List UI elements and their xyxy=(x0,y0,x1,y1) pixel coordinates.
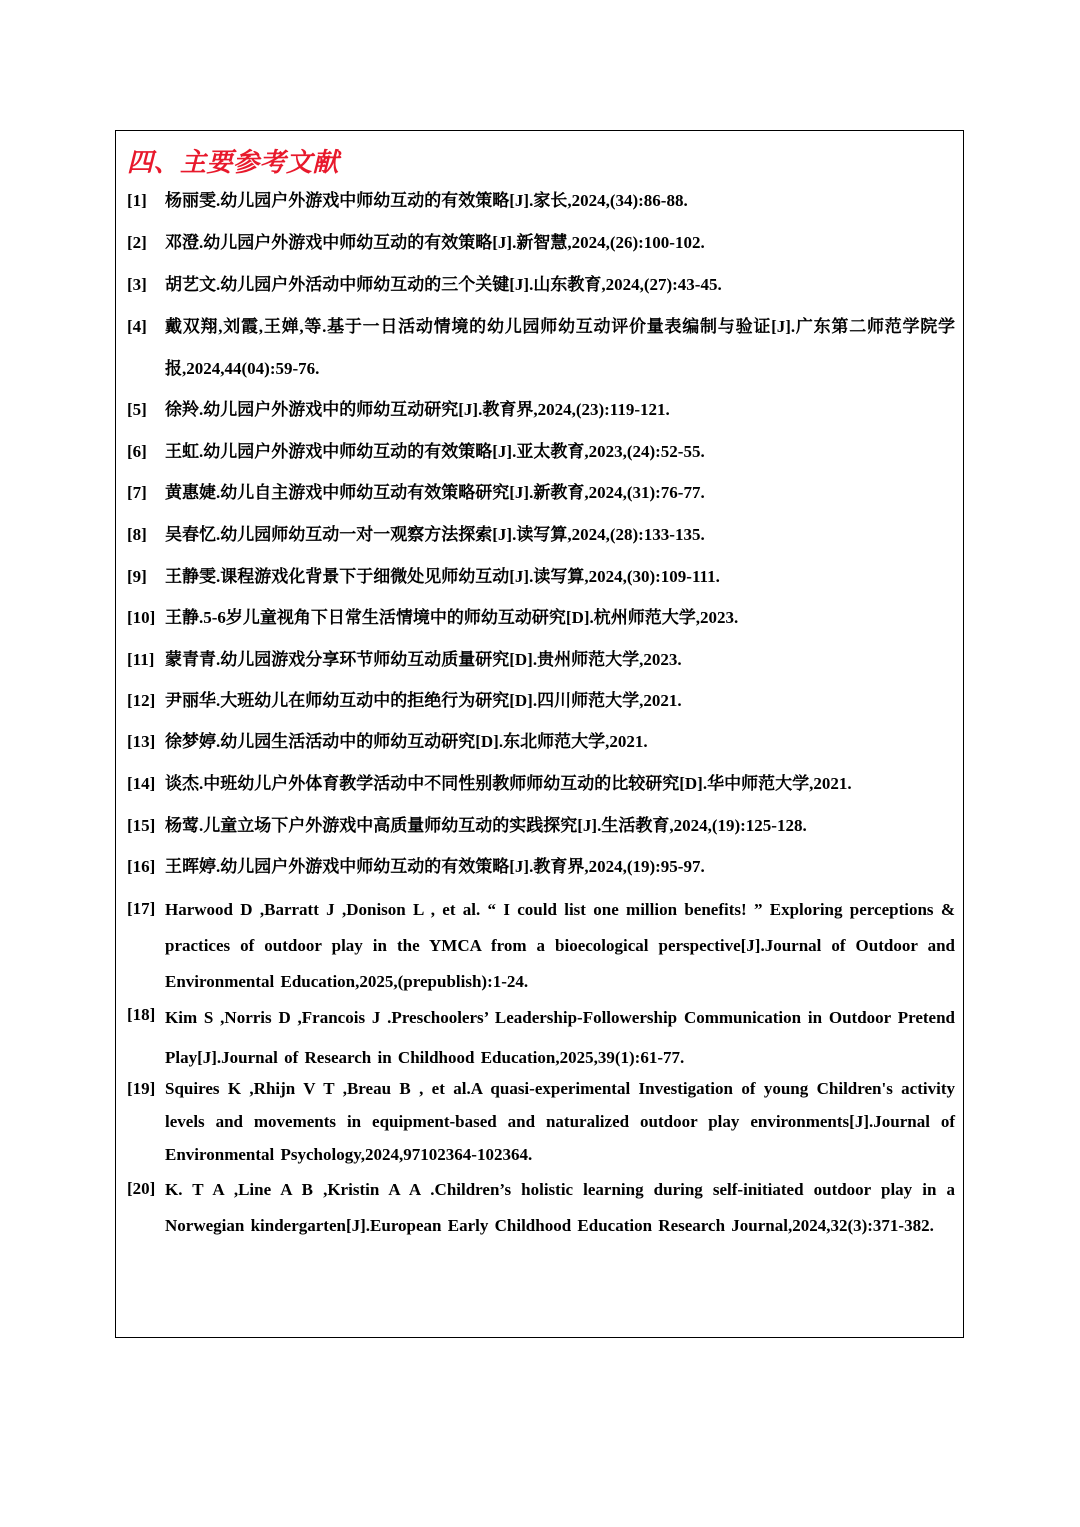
reference-number: [1] xyxy=(127,191,147,210)
reference-text: 王晖婷.幼儿园户外游戏中师幼互动的有效策略[J].教育界,2024,(19):95-97. xyxy=(165,857,705,876)
reference-text: 王静雯.课程游戏化背景下于细微处见师幼互动[J].读写算,2024,(30):109-111. xyxy=(165,567,720,586)
reference-number: [16] xyxy=(127,857,156,876)
reference-text: Squires K ,Rhijn V T ,Breau B , et al.A quasi-experimental Investigation of young Children's activity levels and movements in equipment-based and naturalized outdoor play environments[J].Journal of Environmental Psychology,2024,97102364-102364. xyxy=(165,1079,955,1164)
reference-text: 蒙青青.幼儿园游戏分享环节师幼互动质量研究[D].贵州师范大学,2023. xyxy=(165,650,682,669)
reference-text: 胡艺文.幼儿园户外活动中师幼互动的三个关键[J].山东教育,2024,(27):43-45. xyxy=(165,275,722,294)
reference-item xyxy=(127,472,955,514)
reference-number: [4] xyxy=(127,317,147,336)
reference-text: K. T A ,Line A B ,Kristin A A .Children’s holistic learning during self-initiated outdoor play in a Norwegian kindergarten[J].European Early Childhood Education Research Journal,2024,32(3):371-382. xyxy=(165,1180,955,1235)
reference-number: [14] xyxy=(127,774,156,793)
reference-number: [15] xyxy=(127,816,156,835)
reference-item xyxy=(127,721,955,763)
reference-number: [9] xyxy=(127,567,147,586)
reference-number: [2] xyxy=(127,233,147,252)
reference-number: [17] xyxy=(127,899,156,918)
reference-number: [10] xyxy=(127,608,156,627)
reference-number: [7] xyxy=(127,483,147,502)
reference-item xyxy=(127,846,955,888)
reference-number: [6] xyxy=(127,442,147,461)
reference-text: 谈杰.中班幼儿户外体育教学活动中不同性别教师师幼互动的比较研究[D].华中师范大学,2021. xyxy=(165,774,852,793)
reference-item xyxy=(127,180,955,222)
reference-text: 杨莺.儿童立场下户外游戏中高质量师幼互动的实践探究[J].生活教育,2024,(19):125-128. xyxy=(165,816,807,835)
reference-item xyxy=(127,264,955,306)
reference-text: Kim S ,Norris D ,Francois J .Preschoolers’ Leadership-Followership Communication in Outdoor Pretend Play[J].Journal of Research in Childhood Education,2025,39(1):61-77. xyxy=(165,1008,955,1067)
reference-number: [19] xyxy=(127,1079,156,1098)
reference-item xyxy=(127,556,955,598)
reference-item xyxy=(127,680,955,722)
reference-item xyxy=(127,1072,955,1171)
reference-item xyxy=(127,389,955,431)
reference-number: [13] xyxy=(127,732,156,751)
reference-text: 徐梦婷.幼儿园生活活动中的师幼互动研究[D].东北师范大学,2021. xyxy=(165,732,648,751)
reference-text: 尹丽华.大班幼儿在师幼互动中的拒绝行为研究[D].四川师范大学,2021. xyxy=(165,691,682,710)
reference-text: 戴双翔,刘霞,王婵,等.基于一日活动情境的幼儿园师幼互动评价量表编制与验证[J].广东第二师范学院学报,2024,44(04):59-76. xyxy=(165,317,955,378)
reference-number: [18] xyxy=(127,1005,156,1024)
reference-item xyxy=(127,892,955,1000)
reference-text: 黄惠婕.幼儿自主游戏中师幼互动有效策略研究[J].新教育,2024,(31):76-77. xyxy=(165,483,705,502)
reference-item xyxy=(127,639,955,681)
reference-number: [3] xyxy=(127,275,147,294)
reference-text: 杨丽雯.幼儿园户外游戏中师幼互动的有效策略[J].家长,2024,(34):86-88. xyxy=(165,191,688,210)
reference-text: 吴春忆.幼儿园师幼互动一对一观察方法探索[J].读写算,2024,(28):133-135. xyxy=(165,525,705,544)
reference-item xyxy=(127,805,955,847)
reference-item xyxy=(127,431,955,473)
reference-item xyxy=(127,763,955,805)
reference-number: [8] xyxy=(127,525,147,544)
reference-item xyxy=(127,1172,955,1244)
reference-number: [5] xyxy=(127,400,147,419)
reference-number: [12] xyxy=(127,691,156,710)
reference-text: Harwood D ,Barratt J ,Donison L , et al. “ I could list one million benefits! ” Exploring perceptions & practices of outdoor play in the YMCA from a bioecological perspective[J].Journal of Outdoor and Environmental Education,2025,(prepublish):1-24. xyxy=(165,900,955,991)
reference-item xyxy=(127,306,955,390)
section-title: 四、主要参考文献 xyxy=(127,148,340,177)
reference-number: [11] xyxy=(127,650,155,669)
reference-text: 邓澄.幼儿园户外游戏中师幼互动的有效策略[J].新智慧,2024,(26):100-102. xyxy=(165,233,705,252)
reference-item xyxy=(127,514,955,556)
reference-item xyxy=(127,222,955,264)
reference-item xyxy=(127,597,955,639)
reference-number: [20] xyxy=(127,1179,156,1198)
reference-item xyxy=(127,998,955,1078)
reference-text: 王静.5-6岁儿童视角下日常生活情境中的师幼互动研究[D].杭州师范大学,2023. xyxy=(165,608,739,627)
reference-text: 王虹.幼儿园户外游戏中师幼互动的有效策略[J].亚太教育,2023,(24):52-55. xyxy=(165,442,705,461)
reference-text: 徐羚.幼儿园户外游戏中的师幼互动研究[J].教育界,2024,(23):119-121. xyxy=(165,400,670,419)
